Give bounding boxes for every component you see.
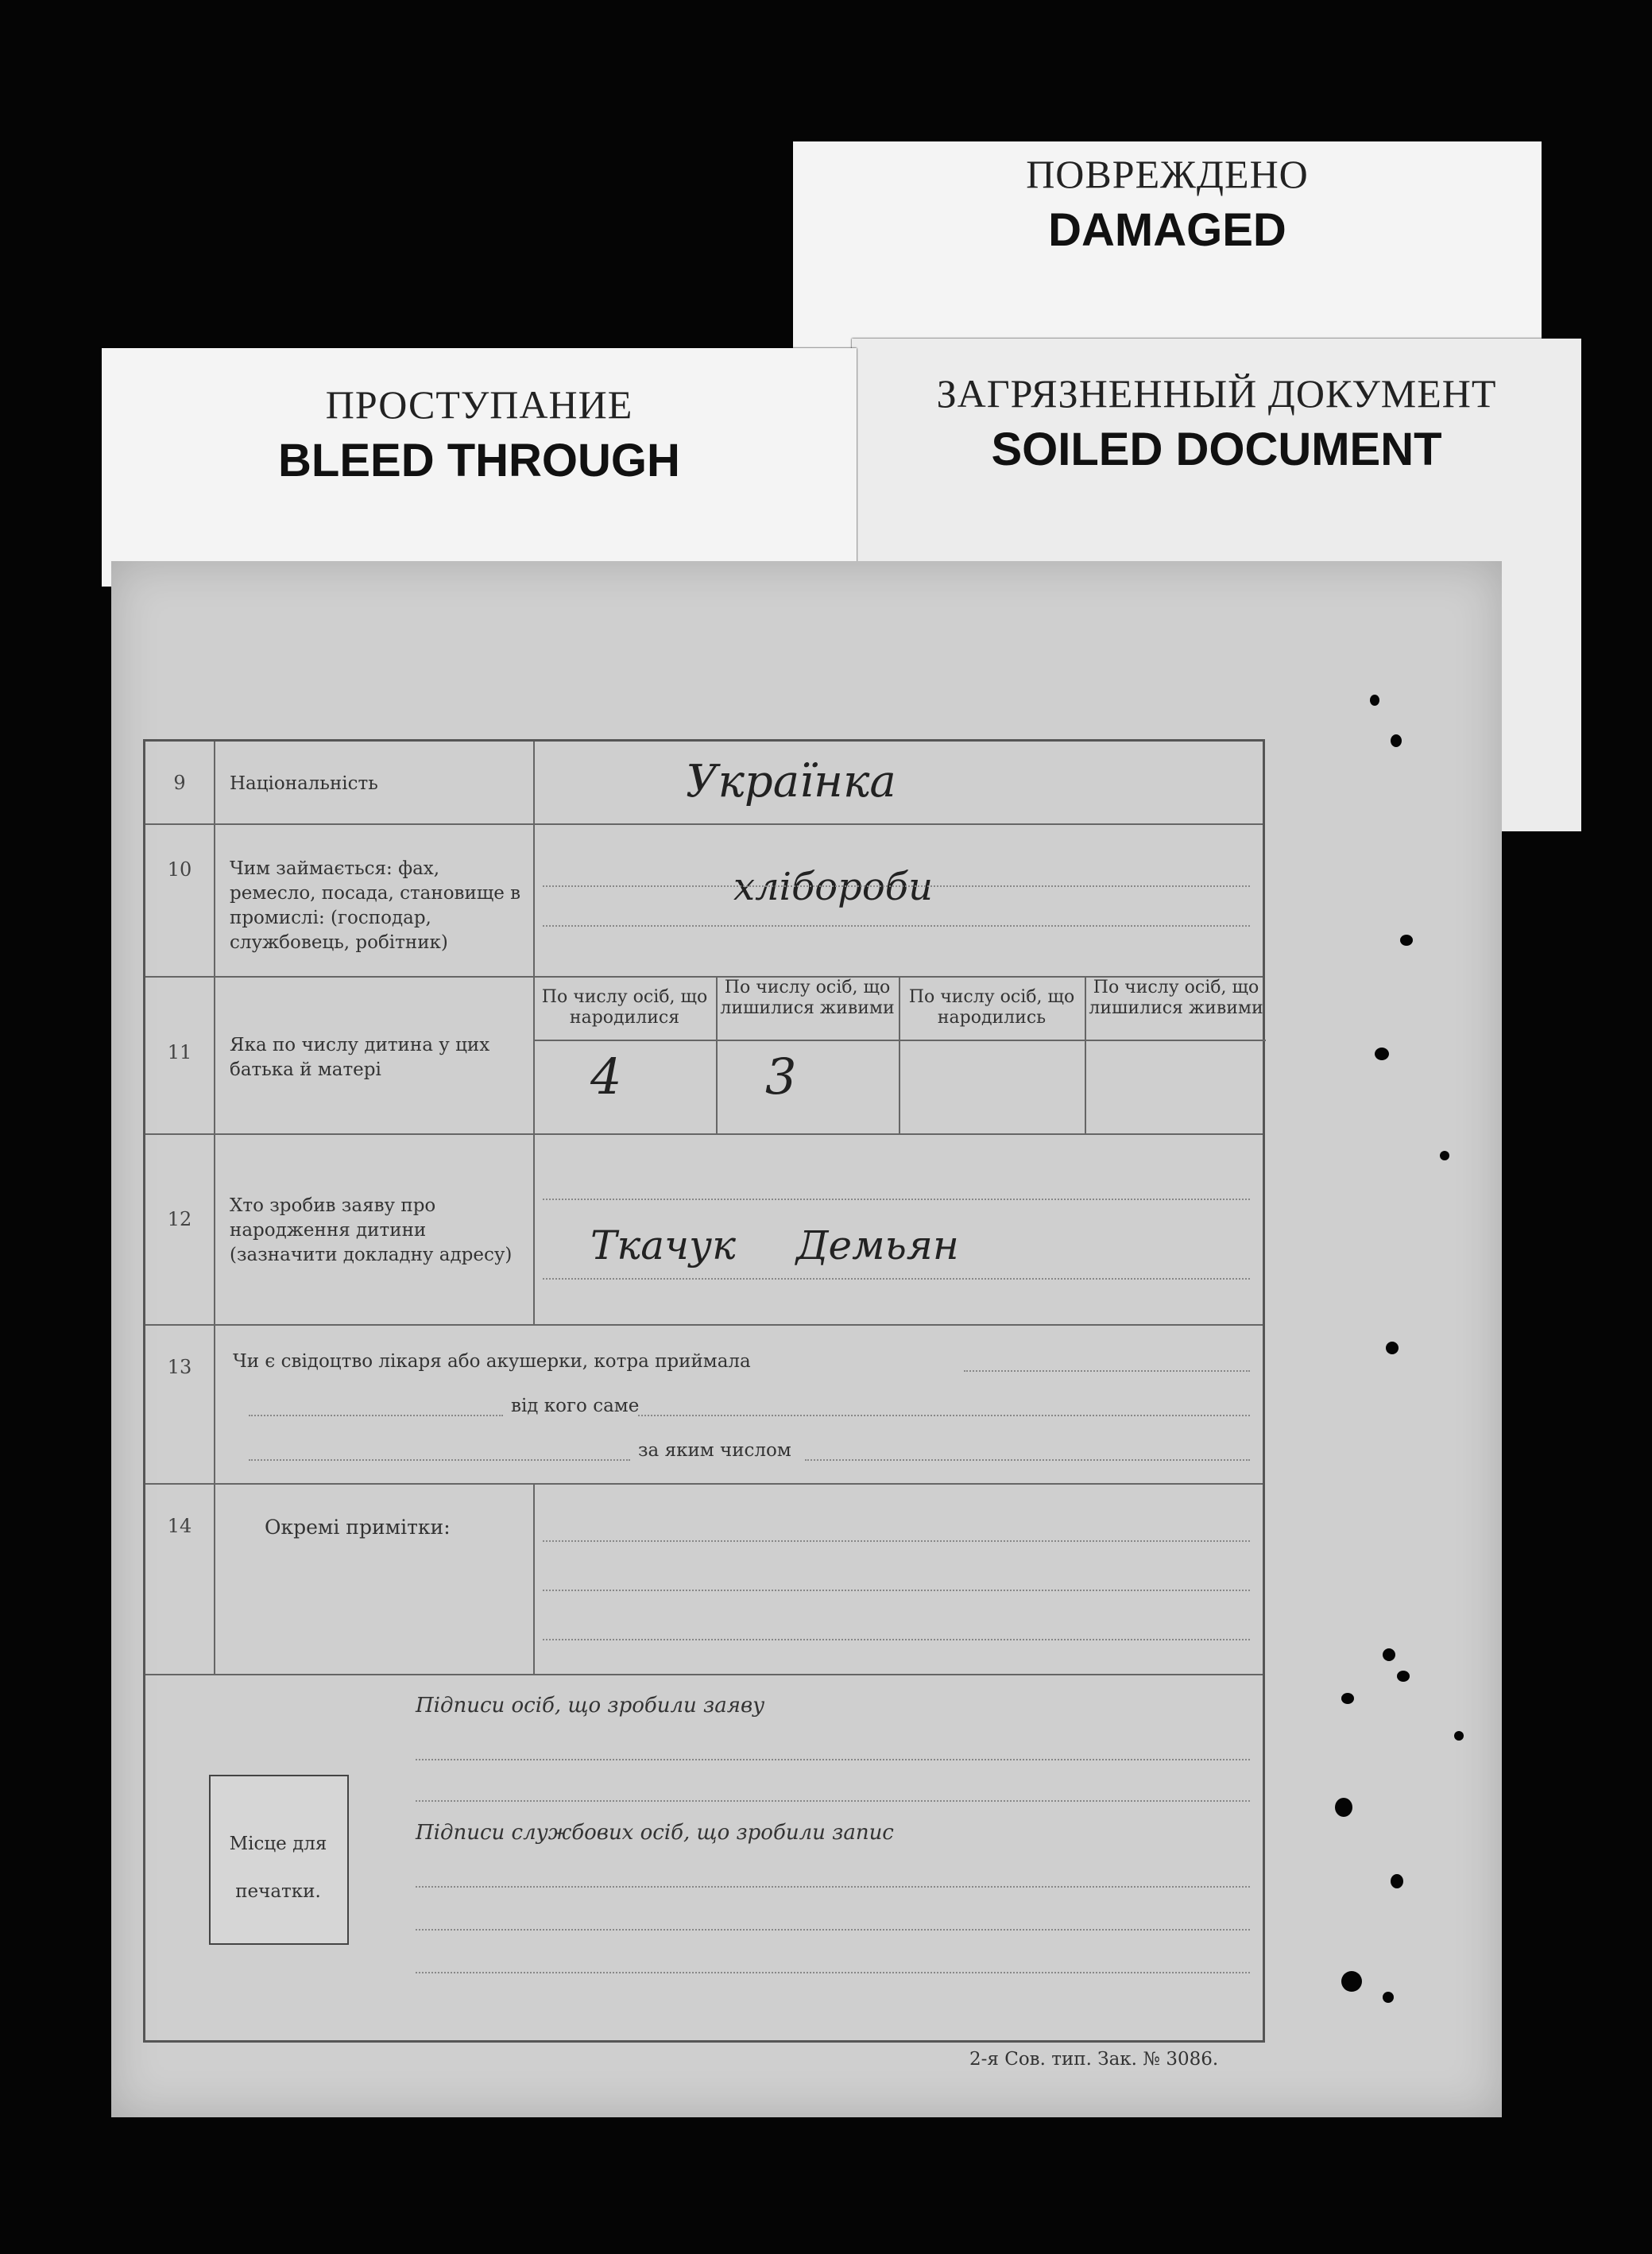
child-order-label: Яка по числу дитина у цих батька й матері [230, 1035, 490, 1080]
row-child-order [145, 978, 1263, 1135]
dotted-line [249, 1459, 630, 1461]
certificate-line-2: від кого саме [511, 1396, 640, 1416]
row-number: 14 [167, 1515, 192, 1537]
punch-hole [1375, 1048, 1389, 1060]
row-declarant [145, 1135, 1263, 1326]
punch-hole [1341, 1693, 1354, 1704]
column-divider [214, 1135, 215, 1324]
alive-header-2: По числу осіб, що лишилися живими [1089, 978, 1263, 1018]
printer-imprint: 2-я Сов. тип. Зак. № 3086. [969, 2049, 1219, 2070]
column-divider [214, 742, 215, 823]
column-divider [533, 1485, 535, 1674]
alive-header: По числу осіб, що лишилися живими [720, 978, 895, 1018]
punch-hole [1391, 1874, 1403, 1888]
punch-hole [1397, 1671, 1410, 1682]
bleed-label-ru: ПРОСТУПАНИЕ [325, 382, 633, 427]
damaged-label-ru: ПОВРЕЖДЕНО [1026, 152, 1309, 196]
dotted-line [416, 1886, 1250, 1888]
header-rule [533, 1040, 899, 1041]
punch-hole [1440, 1151, 1449, 1160]
dotted-line [543, 1199, 1250, 1200]
column-divider [214, 978, 215, 1133]
dotted-line [543, 1639, 1250, 1640]
born-header: По числу осіб, що народилися [541, 987, 708, 1028]
notes-label: Окремі примітки: [265, 1516, 451, 1539]
row-number: 9 [173, 772, 186, 794]
row-number: 12 [167, 1208, 192, 1230]
punch-hole [1454, 1731, 1464, 1741]
declarant-value: Ткачук Демьян [590, 1222, 959, 1268]
row-nationality [145, 742, 1263, 825]
dotted-line [416, 1972, 1250, 1973]
row-number: 13 [167, 1356, 192, 1378]
column-divider [214, 1326, 215, 1483]
punch-hole [1341, 1971, 1362, 1992]
dotted-line [543, 1278, 1250, 1280]
column-divider [533, 1135, 535, 1324]
dotted-line [416, 1759, 1250, 1760]
dotted-line [543, 1590, 1250, 1591]
soiled-label-en: SOILED DOCUMENT [991, 424, 1442, 475]
certificate-line-1: Чи є свідоцтво лікаря або акушерки, котра приймала [233, 1351, 751, 1372]
dotted-line [543, 885, 1250, 887]
punch-hole [1335, 1798, 1352, 1817]
occupation-label: Чим займається: фах, ремесло, посада, становище в промислі: (господар, службовець, робітник) [230, 858, 521, 953]
dotted-line [638, 1415, 1250, 1416]
damaged-label-card [793, 141, 1542, 350]
column-divider [533, 742, 535, 823]
born-count: 4 [590, 1048, 622, 1106]
header-rule [899, 1040, 1266, 1041]
row-occupation [145, 825, 1263, 978]
dotted-line [416, 1929, 1250, 1931]
stamp-place-label: Місце для печатки. [229, 1834, 327, 1902]
dotted-line [964, 1370, 1250, 1372]
declarant-label: Хто зробив заяву про народження дитини (зазначити докладну адресу) [230, 1195, 513, 1265]
column-divider [533, 825, 535, 976]
row-notes [145, 1485, 1263, 1675]
bleed-label-card [102, 348, 857, 587]
dotted-line [543, 925, 1250, 927]
certificate-line-3: за яким числом [638, 1440, 791, 1461]
bleed-label-en: BLEED THROUGH [278, 435, 680, 486]
nationality-value: Українка [686, 756, 896, 807]
dotted-line [543, 1540, 1250, 1542]
column-divider [214, 825, 215, 976]
row-certificate [145, 1326, 1263, 1485]
occupation-value: хлібороби [733, 865, 934, 909]
stamp-place-box [209, 1775, 349, 1945]
punch-hole [1383, 1992, 1394, 2003]
punch-hole [1386, 1342, 1399, 1354]
dotted-line [416, 1800, 1250, 1802]
row-number: 10 [167, 858, 192, 881]
declarant-signatures-label: Підписи осіб, що зробили заяву [416, 1694, 765, 1718]
punch-hole [1370, 695, 1379, 706]
punch-hole [1391, 734, 1402, 747]
row-number: 11 [167, 1041, 192, 1063]
dotted-line [249, 1415, 503, 1416]
column-divider [214, 1485, 215, 1674]
punch-hole [1383, 1648, 1395, 1661]
official-signatures-label: Підписи службових осіб, що зробили запис [416, 1821, 894, 1845]
soiled-label-ru: ЗАГРЯЗНЕННЫЙ ДОКУМЕНТ [936, 371, 1497, 416]
born-header-2: По числу осіб, що народились [908, 987, 1075, 1028]
damaged-label-en: DAMAGED [1048, 204, 1286, 256]
nationality-label: Національність [230, 773, 378, 794]
dotted-line [805, 1459, 1250, 1461]
punch-hole [1400, 935, 1413, 946]
birth-record-form [143, 739, 1265, 2043]
alive-count: 3 [765, 1048, 797, 1106]
